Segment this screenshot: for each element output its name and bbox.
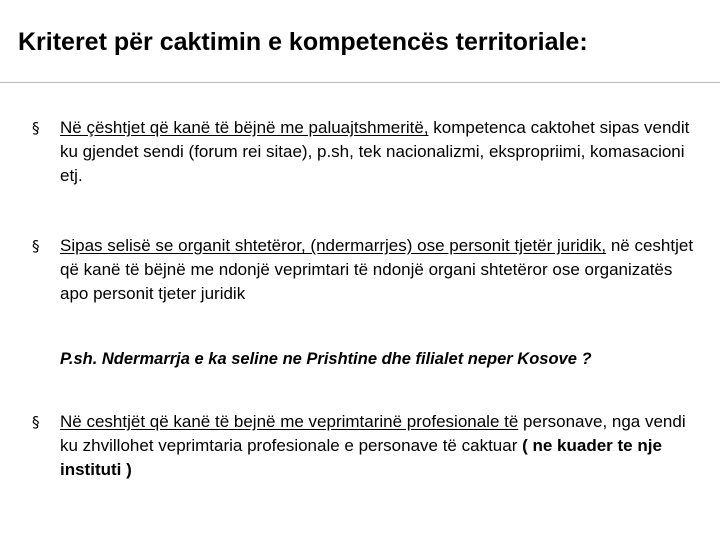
bullet-marker: §: [32, 119, 40, 137]
bullet-body-text: personave, nga vendi ku zhvillohet veprimtaria profesionale e personave të caktuar: [60, 412, 686, 455]
bullet-text-1: [60, 116, 695, 188]
bullet-bold-tail: ( ne kuader te nje instituti ): [60, 436, 662, 479]
bullet-body-text: kompetenca caktohet sipas vendit ku gjendet sendi (forum rei sitae), p.sh, tek nacionalizmi, ekspropriimi, komasacioni etj.: [60, 118, 690, 185]
example-note: P.sh. Ndermarrja e ka seline ne Prishtine dhe filialet neper Kosove ?: [60, 350, 592, 368]
bullet-marker: §: [32, 237, 40, 255]
bullet-text-2: [60, 234, 695, 306]
title-divider: [0, 82, 720, 83]
bullet-body-text: në ceshtjet që kanë të bëjnë me ndonjë veprimtari të ndonjë organi shtetëror ose organizatës apo personit tjeter juridik: [60, 236, 694, 303]
bullet-underlined-phrase: Në ceshtjët që kanë të bejnë me veprimtarinë profesionale të: [60, 412, 519, 431]
bullet-text-3: [60, 410, 695, 482]
bullet-marker: §: [32, 413, 40, 431]
bullet-underlined-phrase: Në çështjet që kanë të bëjnë me paluajtshmeritë,: [60, 118, 429, 137]
slide-title: Kriteret për caktimin e kompetencës territoriale:: [18, 28, 588, 56]
bullet-underlined-phrase: Sipas selisë se organit shtetëror, (ndermarrjes) ose personit tjetër juridik,: [60, 236, 607, 255]
